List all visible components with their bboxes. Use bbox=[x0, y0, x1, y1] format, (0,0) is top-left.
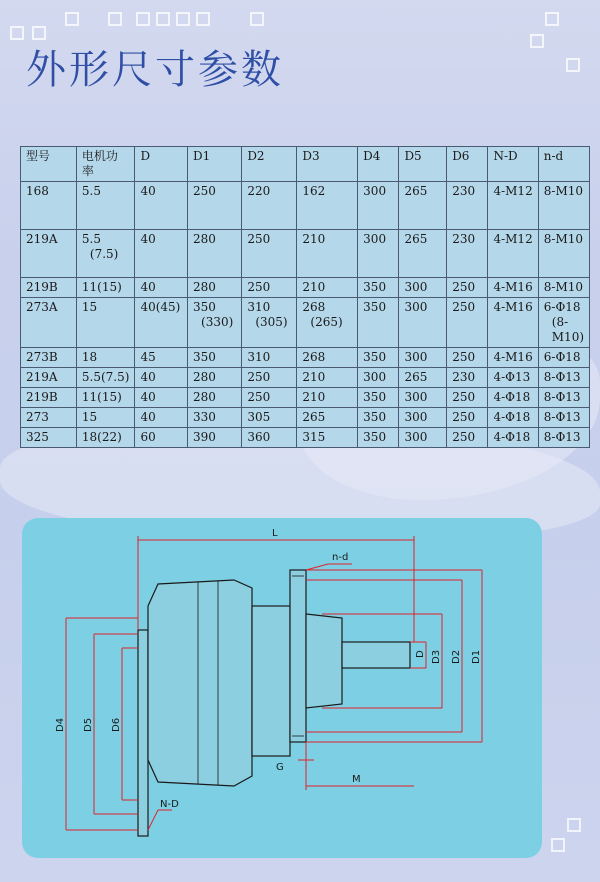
table-row bbox=[21, 230, 590, 278]
table-cell-power bbox=[76, 408, 135, 428]
leader-line-n-d bbox=[306, 564, 328, 570]
cell-value: 280 bbox=[193, 370, 216, 384]
cell-value: 40 bbox=[140, 184, 156, 198]
cell-value: 265 bbox=[404, 184, 428, 198]
column-header-n-d-lower: n-d bbox=[538, 147, 589, 182]
table-cell-nd bbox=[488, 348, 538, 368]
cell-value: 11(15) bbox=[81, 390, 122, 404]
table-cell-d5 bbox=[399, 298, 447, 348]
table-row bbox=[21, 408, 590, 428]
cell-value: 4-M16 bbox=[493, 350, 533, 364]
column-header-d6: D6 bbox=[447, 147, 488, 182]
cell-value: 280 bbox=[193, 232, 216, 246]
table-cell-d6 bbox=[447, 298, 488, 348]
table-cell-d4 bbox=[358, 348, 399, 368]
table-cell-d4 bbox=[358, 388, 399, 408]
cell-value: 280 bbox=[193, 390, 216, 404]
table-cell-d2 bbox=[242, 230, 297, 278]
table-cell-nd bbox=[488, 298, 538, 348]
column-header-d4: D4 bbox=[358, 147, 399, 182]
table-cell-d3 bbox=[297, 368, 358, 388]
table-cell-d3 bbox=[297, 278, 358, 298]
table-row bbox=[21, 278, 590, 298]
cell-value: 350 bbox=[363, 430, 387, 444]
table-cell-d4 bbox=[358, 408, 399, 428]
cell-value: 350 bbox=[363, 390, 387, 404]
table-cell-d bbox=[135, 182, 188, 230]
cell-value: 300 bbox=[404, 410, 428, 424]
table-cell-d4 bbox=[358, 182, 399, 230]
table-cell-d5 bbox=[399, 408, 447, 428]
cell-value: 219A bbox=[26, 370, 58, 384]
page-title: 外形尺寸参数 bbox=[26, 47, 284, 93]
cell-value: 4-Φ18 bbox=[493, 410, 531, 424]
cell-value: 315 bbox=[302, 430, 326, 444]
cell-sub-value: (330) bbox=[201, 315, 234, 329]
table-cell-d1 bbox=[188, 428, 242, 448]
cell-value: 300 bbox=[404, 300, 428, 314]
cell-value: 15 bbox=[81, 300, 98, 314]
table-cell-d4 bbox=[358, 298, 399, 348]
decorative-square bbox=[10, 26, 24, 40]
pump-outline-drawing bbox=[22, 518, 542, 858]
cell-value: 40 bbox=[140, 232, 156, 246]
decorative-square bbox=[136, 12, 150, 26]
cell-value: 210 bbox=[302, 370, 326, 384]
cell-value: 273A bbox=[26, 300, 58, 314]
cell-value: 350 bbox=[193, 300, 216, 314]
cell-value: 5.5 bbox=[81, 232, 101, 246]
table-cell-d6 bbox=[447, 230, 488, 278]
table-cell-nd bbox=[488, 278, 538, 298]
label-d2: D2 bbox=[451, 649, 462, 664]
motor-neck bbox=[252, 606, 290, 756]
table-cell-power bbox=[76, 388, 135, 408]
label-d5: D5 bbox=[83, 717, 94, 732]
cell-value: 5.5 bbox=[81, 184, 101, 198]
cell-value: 4-Φ18 bbox=[493, 430, 531, 444]
cell-value: 168 bbox=[26, 184, 49, 198]
cell-value: 273B bbox=[26, 350, 58, 364]
decorative-square bbox=[108, 12, 122, 26]
cell-value: 250 bbox=[452, 410, 476, 424]
cell-value: 8-Φ13 bbox=[543, 410, 581, 424]
cell-value: 300 bbox=[363, 370, 387, 384]
table-cell-d6 bbox=[447, 408, 488, 428]
cell-value: 4-M16 bbox=[493, 300, 533, 314]
cell-value: 219B bbox=[26, 280, 58, 294]
table-cell-d bbox=[135, 230, 188, 278]
cell-value: 265 bbox=[404, 232, 428, 246]
cell-value: 18 bbox=[81, 350, 98, 364]
table-cell-model bbox=[21, 388, 77, 408]
label-d4: D4 bbox=[55, 717, 66, 732]
table-cell-nd bbox=[538, 408, 589, 428]
table-cell-d4 bbox=[358, 278, 399, 298]
cell-value: 280 bbox=[193, 280, 216, 294]
table-cell-d5 bbox=[399, 348, 447, 368]
cell-sub-value: (8-M10) bbox=[551, 315, 585, 344]
table-cell-power bbox=[76, 348, 135, 368]
column-header-model: 型号 bbox=[21, 147, 77, 182]
cell-value: 310 bbox=[247, 300, 271, 314]
table-cell-d bbox=[135, 278, 188, 298]
table-cell-d3 bbox=[297, 182, 358, 230]
table-row bbox=[21, 182, 590, 230]
table-cell-d4 bbox=[358, 230, 399, 278]
table-cell-power bbox=[76, 298, 135, 348]
cell-sub-value: (305) bbox=[255, 315, 288, 329]
table-cell-d3 bbox=[297, 298, 358, 348]
cell-value: 4-M16 bbox=[493, 280, 533, 294]
cell-value: 250 bbox=[247, 280, 271, 294]
table-row bbox=[21, 368, 590, 388]
table-cell-d1 bbox=[188, 368, 242, 388]
cell-value: 265 bbox=[404, 370, 428, 384]
table-cell-d5 bbox=[399, 368, 447, 388]
cell-value: 250 bbox=[452, 430, 476, 444]
cell-value: 360 bbox=[247, 430, 271, 444]
cell-value: 4-Φ18 bbox=[493, 390, 531, 404]
table-cell-d3 bbox=[297, 388, 358, 408]
table-cell-d2 bbox=[242, 428, 297, 448]
table-cell-power bbox=[76, 278, 135, 298]
column-header-d5: D5 bbox=[399, 147, 447, 182]
table-cell-nd bbox=[488, 388, 538, 408]
cell-value: 300 bbox=[404, 280, 428, 294]
table-cell-d5 bbox=[399, 278, 447, 298]
table-cell-d1 bbox=[188, 348, 242, 368]
cell-value: 210 bbox=[302, 280, 326, 294]
cell-value: 350 bbox=[363, 350, 387, 364]
decorative-square bbox=[250, 12, 264, 26]
cell-value: 4-M12 bbox=[493, 184, 533, 198]
cell-value: 40(45) bbox=[140, 300, 181, 314]
cell-value: 300 bbox=[404, 350, 428, 364]
cell-value: 230 bbox=[452, 370, 476, 384]
cell-value: 300 bbox=[363, 232, 387, 246]
decorative-square bbox=[551, 838, 565, 852]
cell-value: 4-M12 bbox=[493, 232, 533, 246]
table-cell-d2 bbox=[242, 368, 297, 388]
cell-value: 250 bbox=[452, 390, 476, 404]
cell-value: 5.5(7.5) bbox=[81, 370, 130, 384]
cell-value: 40 bbox=[140, 390, 156, 404]
cell-value: 60 bbox=[140, 430, 156, 444]
cell-value: 4-Φ13 bbox=[493, 370, 531, 384]
table-cell-d5 bbox=[399, 388, 447, 408]
table-cell-nd bbox=[538, 368, 589, 388]
table-cell-d1 bbox=[188, 388, 242, 408]
cell-value: 250 bbox=[247, 390, 271, 404]
cell-value: 350 bbox=[363, 280, 387, 294]
table-cell-d2 bbox=[242, 298, 297, 348]
table-cell-d6 bbox=[447, 368, 488, 388]
table-cell-nd bbox=[488, 408, 538, 428]
column-header-d2: D2 bbox=[242, 147, 297, 182]
decorative-square bbox=[196, 12, 210, 26]
cell-value: 350 bbox=[363, 410, 387, 424]
cell-value: 250 bbox=[247, 232, 271, 246]
cell-value: 250 bbox=[247, 370, 271, 384]
table-cell-nd bbox=[488, 368, 538, 388]
table-cell-d2 bbox=[242, 348, 297, 368]
table-cell-d1 bbox=[188, 298, 242, 348]
bearing-cover bbox=[306, 614, 342, 708]
motor-housing bbox=[148, 580, 252, 786]
cell-value: 230 bbox=[452, 232, 476, 246]
cell-value: 250 bbox=[452, 280, 476, 294]
table-cell-d5 bbox=[399, 182, 447, 230]
cell-value: 6-Φ18 bbox=[543, 300, 581, 314]
table-cell-model bbox=[21, 182, 77, 230]
cell-value: 300 bbox=[404, 390, 428, 404]
cell-value: 8-Φ13 bbox=[543, 370, 581, 384]
table-cell-d1 bbox=[188, 278, 242, 298]
table-cell-nd bbox=[538, 388, 589, 408]
cell-value: 230 bbox=[452, 184, 476, 198]
table-cell-d bbox=[135, 408, 188, 428]
cell-value: 220 bbox=[247, 184, 271, 198]
label-l: L bbox=[272, 528, 278, 539]
column-header-d3: D3 bbox=[297, 147, 358, 182]
cell-value: 330 bbox=[193, 410, 216, 424]
label-d6: D6 bbox=[111, 717, 122, 732]
cell-value: 268 bbox=[302, 350, 326, 364]
decorative-square bbox=[530, 34, 544, 48]
table-cell-d bbox=[135, 368, 188, 388]
column-header-d: D bbox=[135, 147, 188, 182]
table-row bbox=[21, 298, 590, 348]
cell-value: 11(15) bbox=[81, 280, 122, 294]
table-cell-d bbox=[135, 388, 188, 408]
table-cell-d bbox=[135, 348, 188, 368]
label-n-d-lower: n-d bbox=[332, 552, 349, 563]
table-cell-d2 bbox=[242, 408, 297, 428]
cell-value: 162 bbox=[302, 184, 326, 198]
table-cell-d6 bbox=[447, 388, 488, 408]
cell-value: 6-Φ18 bbox=[543, 350, 581, 364]
table-cell-power bbox=[76, 368, 135, 388]
label-d3: D3 bbox=[431, 649, 442, 664]
cell-value: 350 bbox=[193, 350, 216, 364]
cell-value: 305 bbox=[247, 410, 271, 424]
column-header-d1: D1 bbox=[188, 147, 242, 182]
table-cell-nd bbox=[488, 230, 538, 278]
table-cell-d3 bbox=[297, 428, 358, 448]
cell-value: 219B bbox=[26, 390, 58, 404]
table-header-row bbox=[21, 147, 590, 182]
table-cell-model bbox=[21, 298, 77, 348]
cell-sub-value: (265) bbox=[310, 315, 343, 329]
cell-value: 40 bbox=[140, 410, 156, 424]
cell-value: 273 bbox=[26, 410, 49, 424]
cell-value: 8-Φ13 bbox=[543, 390, 581, 404]
table-cell-d3 bbox=[297, 230, 358, 278]
cell-value: 45 bbox=[140, 350, 156, 364]
table-cell-nd bbox=[488, 428, 538, 448]
decorative-square bbox=[176, 12, 190, 26]
cell-value: 268 bbox=[302, 300, 326, 314]
table-row bbox=[21, 428, 590, 448]
table-cell-d4 bbox=[358, 368, 399, 388]
pump-body bbox=[138, 570, 410, 836]
cell-value: 40 bbox=[140, 280, 156, 294]
decorative-square bbox=[545, 12, 559, 26]
table-cell-d1 bbox=[188, 182, 242, 230]
table-cell-model bbox=[21, 230, 77, 278]
cell-value: 300 bbox=[363, 184, 387, 198]
cell-value: 40 bbox=[140, 370, 156, 384]
table-cell-nd bbox=[538, 278, 589, 298]
cell-value: 18(22) bbox=[81, 430, 122, 444]
table-cell-d bbox=[135, 298, 188, 348]
column-header-n-d-upper: N-D bbox=[488, 147, 538, 182]
table-cell-d1 bbox=[188, 408, 242, 428]
dimension-parameter-table bbox=[20, 146, 590, 448]
table-cell-power bbox=[76, 230, 135, 278]
table-cell-d4 bbox=[358, 428, 399, 448]
cell-value: 265 bbox=[302, 410, 326, 424]
column-header-power: 电机功率 bbox=[76, 147, 135, 182]
label-g: G bbox=[276, 762, 284, 773]
table-cell-nd bbox=[538, 428, 589, 448]
cell-value: 219A bbox=[26, 232, 58, 246]
cell-value: 300 bbox=[404, 430, 428, 444]
table-cell-model bbox=[21, 278, 77, 298]
mounting-flange bbox=[290, 570, 306, 742]
decorative-square bbox=[567, 818, 581, 832]
table-body bbox=[21, 182, 590, 448]
table-cell-d bbox=[135, 428, 188, 448]
table-cell-nd bbox=[488, 182, 538, 230]
rear-flange bbox=[138, 630, 148, 836]
cell-value: 390 bbox=[193, 430, 216, 444]
label-m: M bbox=[352, 774, 361, 785]
table-cell-d3 bbox=[297, 408, 358, 428]
table-cell-nd bbox=[538, 348, 589, 368]
table-cell-d2 bbox=[242, 388, 297, 408]
table-cell-model bbox=[21, 408, 77, 428]
table-cell-model bbox=[21, 348, 77, 368]
label-d1: D1 bbox=[471, 649, 482, 664]
table-cell-d6 bbox=[447, 428, 488, 448]
cell-value: 210 bbox=[302, 232, 326, 246]
cell-value: 250 bbox=[452, 350, 476, 364]
cell-value: 15 bbox=[81, 410, 98, 424]
table-cell-d6 bbox=[447, 348, 488, 368]
cell-value: 8-M10 bbox=[543, 184, 584, 198]
cell-value: 8-Φ13 bbox=[543, 430, 581, 444]
table-cell-nd bbox=[538, 230, 589, 278]
cell-value: 8-M10 bbox=[543, 232, 584, 246]
cell-sub-value: (7.5) bbox=[89, 247, 119, 261]
cell-value: 210 bbox=[302, 390, 326, 404]
table-cell-d2 bbox=[242, 182, 297, 230]
table-cell-d1 bbox=[188, 230, 242, 278]
table-cell-power bbox=[76, 428, 135, 448]
table-cell-d6 bbox=[447, 278, 488, 298]
label-n-d-upper: N-D bbox=[160, 799, 179, 810]
table-cell-d3 bbox=[297, 348, 358, 368]
decorative-square bbox=[65, 12, 79, 26]
decorative-square bbox=[156, 12, 170, 26]
output-shaft bbox=[342, 642, 410, 668]
table-cell-d5 bbox=[399, 230, 447, 278]
table-cell-nd bbox=[538, 298, 589, 348]
cell-value: 250 bbox=[193, 184, 216, 198]
table-cell-d5 bbox=[399, 428, 447, 448]
dimension-drawing-panel bbox=[22, 518, 542, 858]
table-cell-power bbox=[76, 182, 135, 230]
table-cell-d2 bbox=[242, 278, 297, 298]
label-d: D bbox=[415, 650, 426, 658]
leader-line-upper-n-d bbox=[148, 810, 158, 830]
table-cell-d6 bbox=[447, 182, 488, 230]
cell-value: 310 bbox=[247, 350, 271, 364]
cell-value: 250 bbox=[452, 300, 476, 314]
cell-value: 8-M10 bbox=[543, 280, 584, 294]
table-cell-nd bbox=[538, 182, 589, 230]
table-row bbox=[21, 348, 590, 368]
cell-value: 325 bbox=[26, 430, 49, 444]
table-cell-model bbox=[21, 428, 77, 448]
table-row bbox=[21, 388, 590, 408]
decorative-square bbox=[566, 58, 580, 72]
table-cell-model bbox=[21, 368, 77, 388]
cell-value: 350 bbox=[363, 300, 387, 314]
